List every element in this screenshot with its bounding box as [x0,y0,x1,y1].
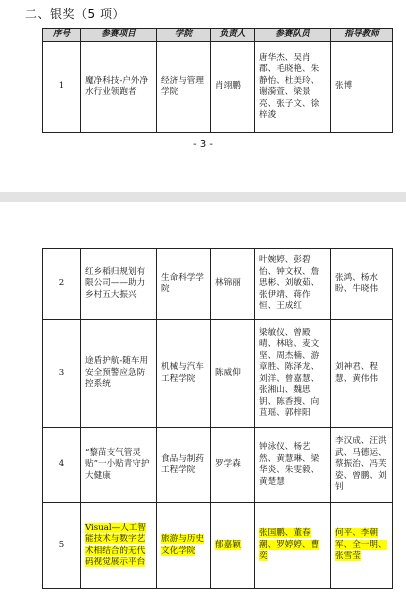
row-college [157,503,211,589]
table-row [43,503,393,589]
row-advisors: 张博 [331,42,393,133]
row-advisors: 张鸿、杨水盼、牛晓伟 [331,249,393,320]
highlighted-project: Visual—人工智能技术与数字艺术相结合的无代码视觉展示平台 [85,522,146,567]
row-leader: 肖翊鹏 [211,42,255,133]
highlighted-members: 张国鹏、董春潮、罗婷婷、曹奕 [259,528,320,562]
highlighted-advisors: 何平、李朝军、全一明、张雪莹 [335,528,387,562]
highlighted-leader: 郁嘉颖 [215,539,241,550]
page-break-gap [0,192,406,202]
row-members [255,503,331,589]
row-college: 经济与管理学院 [157,42,211,133]
header-project: 参赛项目 [81,29,157,42]
header-advisors: 指导教师 [331,29,393,42]
row-members: 唐华杰、吴肖郡、毛晓艳、朱静怡、杜美玲、谢漪萱、梁景亮、张子文、徐梓浚 [255,42,331,133]
row-advisors: 李汉成、汪洪武、马德运、蔡振治、冯芙姿、曾鹏、刘钊 [331,428,393,503]
row-project: “黎苗支气管灵贴”一小贴青守护大健康 [81,428,157,503]
row-members: 钟泳仪、杨艺然、黄慧琳、梁华炎、朱雯毅、黄楚慧 [255,428,331,503]
row-index: 4 [43,428,81,503]
row-project [81,503,157,589]
table-row [43,320,393,428]
table-row [43,42,393,133]
table-row [43,249,393,320]
row-members: 梁敏仪、曾殿晴、林晗、麦文坚、周杰楠、游章胜、陈泽龙、刘洋、曾嘉慧、张湘山、魏思钥、陈香搜、向苴瑶、郭梓阳 [255,320,331,428]
row-college: 生命科学学院 [157,249,211,320]
row-advisors [331,503,393,589]
row-leader: 林锦丽 [211,249,255,320]
row-advisors: 刘神君、程慧、黄伟伟 [331,320,393,428]
row-project: 途盾护航-随车用安全预警应急防控系统 [81,320,157,428]
row-college: 机械与汽车工程学院 [157,320,211,428]
awards-table-page4 [42,248,393,589]
table-header-row [43,29,393,42]
row-leader: 罗学森 [211,428,255,503]
header-college: 学院 [157,29,211,42]
header-members: 参赛队员 [255,29,331,42]
page-number: - 3 - [193,139,213,150]
header-index: 序号 [43,29,81,42]
highlighted-college: 旅游与历史文化学院 [161,534,204,556]
row-college: 食品与制药工程学院 [157,428,211,503]
section-title: 二、银奖（5 项） [25,7,125,21]
awards-table-page3 [42,28,393,133]
table-row [43,428,393,503]
header-leader: 负责人 [211,29,255,42]
row-members: 叶婉婷、彭碧怡、钟文权、詹思彬、刘敏茹、张伊靖、蒋作恒、王成红 [255,249,331,320]
row-index: 2 [43,249,81,320]
row-index: 3 [43,320,81,428]
row-leader [211,503,255,589]
row-index: 5 [43,503,81,589]
row-index: 1 [43,42,81,133]
row-project: 红乡稻归规划有限公司——助力乡村五大振兴 [81,249,157,320]
row-leader: 陈威仰 [211,320,255,428]
row-project: 魔净科技-户外净水行业领跑者 [81,42,157,133]
